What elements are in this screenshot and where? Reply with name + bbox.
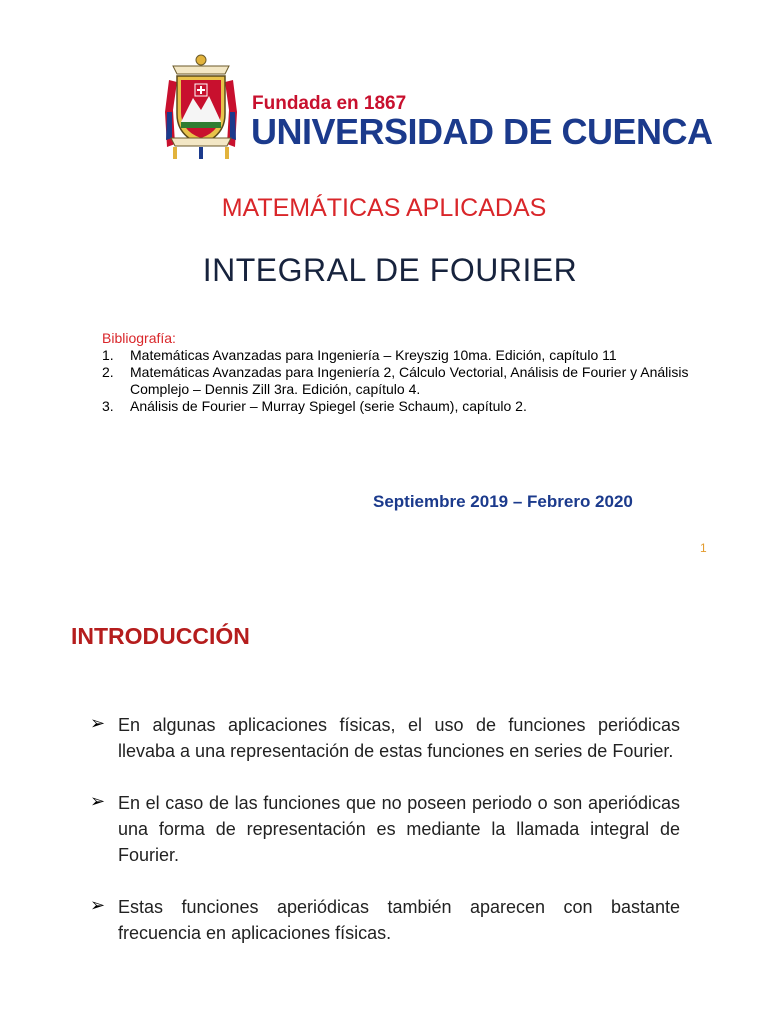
arrowhead-bullet-icon: ➢ (90, 713, 106, 733)
introduction-slide (0, 580, 768, 1024)
bullet-list (90, 712, 680, 972)
university-coat-of-arms-icon (163, 52, 239, 162)
bibliography-heading: Bibliografía: (102, 330, 176, 346)
course-title: MATEMÁTICAS APLICADAS (221, 194, 547, 222)
bibliography-item-number: 1. (102, 347, 114, 363)
arrowhead-bullet-icon: ➢ (90, 791, 106, 811)
bullet-text: Estas funciones aperiódicas también aparecen con bastante frecuencia en aplicaciones físicas. (118, 897, 680, 943)
bibliography (102, 330, 692, 415)
list-item (90, 712, 680, 764)
bullet-text: En algunas aplicaciones físicas, el uso de funciones periódicas llevaba a una representación de estas funciones en series de Fourier. (118, 715, 680, 761)
list-item (90, 790, 680, 868)
introduction-heading: INTRODUCCIÓN (71, 623, 250, 649)
list-item (90, 894, 680, 946)
bibliography-item-text: Matemáticas Avanzadas para Ingeniería – Kreyszig 10ma. Edición, capítulo 11 (130, 347, 617, 363)
bibliography-item-number: 2. (102, 364, 114, 380)
university-name: UNIVERSIDAD DE CUENCA (251, 111, 713, 152)
bibliography-item (102, 364, 692, 398)
bibliography-item (102, 398, 692, 415)
semester-date: Septiembre 2019 – Febrero 2020 (373, 492, 633, 511)
bibliography-item-number: 3. (102, 398, 114, 414)
bullet-text: En el caso de las funciones que no poseen periodo o son aperiódicas una forma de representación es mediante la llamada integral de Fourier. (118, 793, 680, 865)
bibliography-list (102, 347, 692, 415)
page-number: 1 (700, 541, 707, 555)
document-title: INTEGRAL DE FOURIER (202, 252, 578, 288)
bibliography-item (102, 347, 692, 364)
arrowhead-bullet-icon: ➢ (90, 895, 106, 915)
bibliography-item-text: Análisis de Fourier – Murray Spiegel (serie Schaum), capítulo 2. (130, 398, 527, 414)
founded-tagline: Fundada en 1867 (252, 93, 407, 114)
bibliography-item-text: Matemáticas Avanzadas para Ingeniería 2, Cálculo Vectorial, Análisis de Fourier y Análisis Complejo – Dennis Zill 3ra. Edición, capítulo 4. (130, 364, 689, 397)
